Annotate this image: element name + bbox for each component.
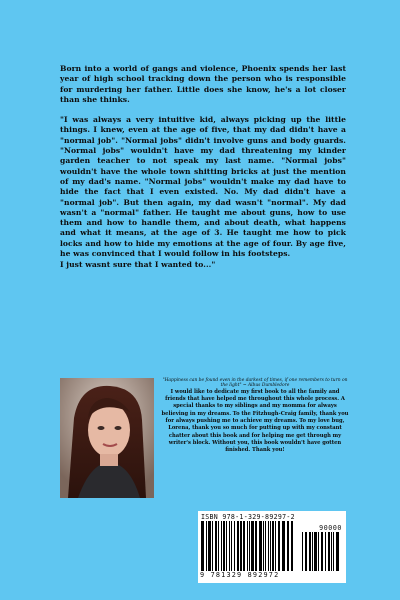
barcode-bar [268, 521, 269, 571]
barcode-bar [212, 521, 213, 571]
barcode-bar [270, 521, 271, 571]
barcode-bar [302, 532, 303, 571]
barcode-bar [259, 521, 262, 571]
isbn-barcode [198, 511, 346, 583]
barcode-bar [201, 521, 204, 571]
barcode-bar [312, 532, 313, 571]
barcode-bar [287, 521, 289, 571]
price-barcode-bars [302, 532, 342, 571]
author-photo [60, 378, 154, 498]
barcode-bar [247, 521, 248, 571]
barcode-bar [251, 521, 254, 571]
barcode-bar [263, 521, 264, 571]
barcode-bar [221, 521, 222, 571]
barcode-bar [336, 532, 339, 571]
barcode-bar [226, 521, 227, 571]
barcode-bar [278, 521, 280, 571]
barcode-bar [328, 532, 330, 571]
barcode-bar [305, 532, 307, 571]
blurb-intro: Born into a world of gangs and violence, Phoenix spends her last year of high school tracking down the person who is responsible for murdering her father. Little does she know, he's a lot closer than she thinks. [60, 64, 346, 104]
barcode-bar [237, 521, 239, 571]
blurb-excerpt: "I was always a very intuitive kid, always picking up the little things. I knew, even at the age of five, that my dad didn't have a "normal job". "Normal jobs" didn't involve guns and body guards. "Normal jobs" wouldn't have my dad threatening my kinder garden teacher to not speak my last name. "Normal jobs" wouldn't have the whole town shitting bricks at just the mention of my dad's name. "Normal jobs" wouldn't make my dad have to hide the fact that I even existed. No. My dad didn't have a "normal job". But then again, my dad wasn't "normal". My dad wasn't a "normal" father. He taught me about guns, how to use them and how to handle them, and about death, what happens and what it means, at the age of 3. He taught me how to pick locks and how to hide my emotions at the age of four. By age five, he was convinced that I would follow in his footsteps. [60, 115, 346, 259]
barcode-bar [325, 532, 326, 571]
author-dedication [161, 378, 349, 454]
barcode-bar [331, 532, 332, 571]
barcode-bar [215, 521, 217, 571]
barcode-bar [231, 521, 232, 571]
barcode-bar [223, 521, 225, 571]
dedication-body: I would like to dedicate my first book to all the family and friends that have helped me throughout this whole process. A special thanks to my siblings and my momma for always believing in my dreams. To the Fitzhugh-Craig family, thank you for always pushing me to achieve my dreams. To my love bug, Lorena, thank you so much for putting up with my constant chatter about this book and for helping me get through my writer's block. Without you, this book wouldn't have gotten finished. Thank you! [161, 388, 349, 454]
back-cover-blurb [60, 64, 346, 281]
blurb-closing: I just wasnt sure that I wanted to..." [60, 260, 216, 270]
barcode-bars [201, 521, 297, 571]
barcode-bar [240, 521, 242, 571]
barcode-bar [291, 521, 293, 571]
barcode-bar [318, 532, 319, 571]
barcode-bar [309, 532, 311, 571]
author-portrait-image [60, 378, 154, 498]
barcode-bar [333, 532, 334, 571]
barcode-bar [249, 521, 250, 571]
barcode-bar [255, 521, 257, 571]
barcode-bar [234, 521, 235, 571]
barcode-bar [208, 521, 211, 571]
barcode-bar [272, 521, 274, 571]
barcode-bar [218, 521, 219, 571]
isbn-label: ISBN 978-1-329-89297-2 [201, 513, 295, 521]
barcode-bar [265, 521, 266, 571]
barcode-bar [321, 532, 323, 571]
barcode-bar [206, 521, 207, 571]
barcode-digits: 9 781329 892972 [200, 571, 280, 579]
barcode-bar [314, 532, 317, 571]
price-code: 90000 [319, 524, 342, 532]
barcode-bar [243, 521, 245, 571]
dedication-epigraph: "Happiness can be found even in the darkest of times, if one remembers to turn on the light" ~ Albus Dumbledore [162, 378, 348, 389]
barcode-bar [229, 521, 230, 571]
barcode-bar [282, 521, 285, 571]
barcode-bar [275, 521, 276, 571]
